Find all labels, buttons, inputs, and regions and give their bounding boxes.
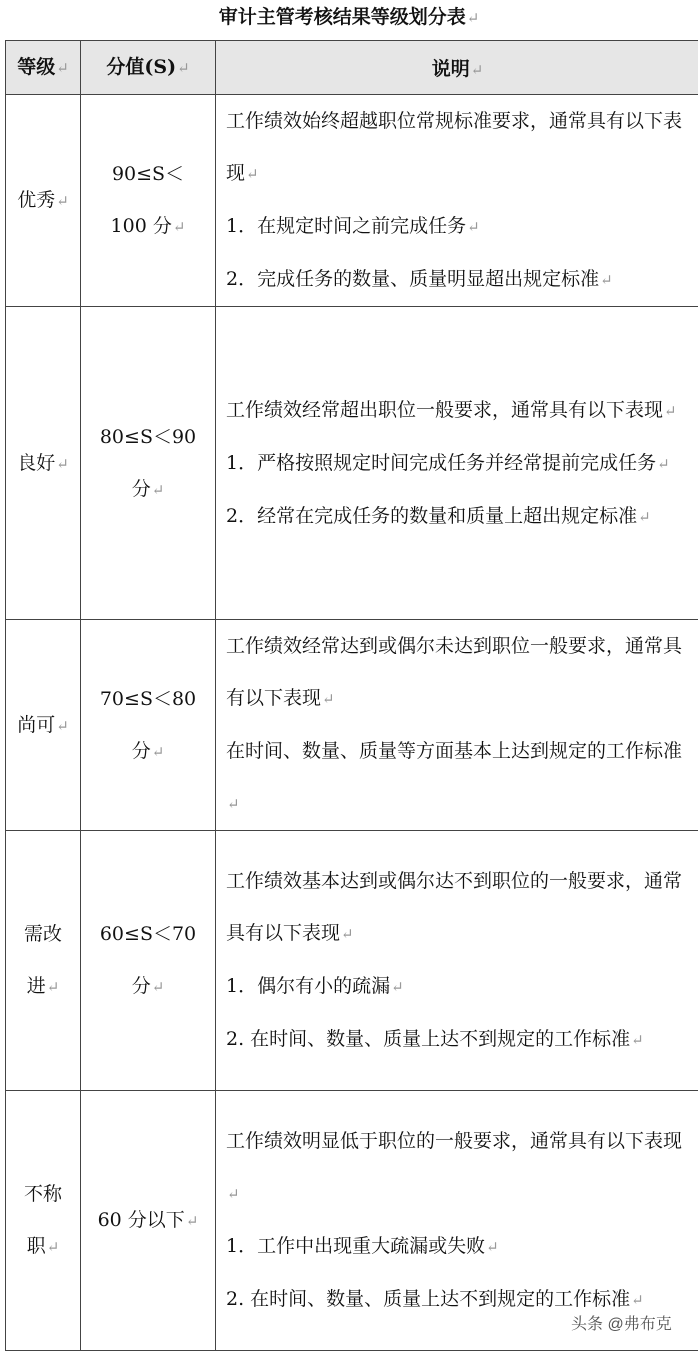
cell-line	[6, 699, 80, 752]
grade-cell	[6, 95, 81, 307]
paragraph-mark-icon: ↵	[657, 455, 670, 473]
paragraph-mark-icon: ↵	[56, 455, 69, 473]
description-text	[216, 1115, 698, 1326]
cell-text: 尚可	[17, 714, 55, 736]
cell-text: 良好	[17, 452, 55, 474]
score-cell	[81, 620, 216, 831]
description-paragraph	[226, 95, 695, 200]
description-text	[216, 620, 698, 830]
grade-cell	[6, 620, 81, 831]
paragraph-mark-icon: ↵	[152, 743, 165, 761]
paragraph-mark-icon: ↵	[391, 978, 404, 996]
description-line: 2．完成任务的数量、质量明显超出规定标准	[226, 268, 599, 290]
cell-line	[6, 960, 80, 1013]
description-cell	[216, 307, 698, 620]
cell-line	[81, 463, 215, 516]
grade-cell	[6, 1091, 81, 1351]
cell-text: 70≤S＜80	[100, 688, 196, 710]
cell-text: 60 分以下	[98, 1209, 185, 1231]
grade-cell	[6, 831, 81, 1091]
cell-line	[6, 1168, 80, 1220]
description-paragraph	[226, 855, 695, 960]
description-line: 1．工作中出现重大疏漏或失败	[226, 1235, 485, 1257]
description-paragraph	[226, 1115, 695, 1220]
description-line: 2. 在时间、数量、质量上达不到规定的工作标准	[226, 1028, 630, 1050]
cell-text: 分	[132, 740, 151, 762]
paragraph-mark-icon: ↵	[56, 192, 69, 210]
description-line: 2．经常在完成任务的数量和质量上超出规定标准	[226, 505, 637, 527]
description-paragraph	[226, 384, 695, 437]
cell-line	[81, 725, 215, 778]
paragraph-mark-icon: ↵	[600, 271, 613, 289]
description-line: 1．在规定时间之前完成任务	[226, 215, 466, 237]
cell-text: 分	[132, 478, 151, 500]
description-paragraph	[226, 437, 695, 490]
header-score: 分值(S)↵	[81, 41, 216, 95]
paragraph-mark-icon: ↵	[486, 1238, 499, 1256]
description-paragraph	[226, 490, 695, 543]
paragraph-mark-icon: ↵	[631, 1291, 644, 1309]
cell-line	[6, 1220, 80, 1273]
description-paragraph	[226, 960, 695, 1013]
cell-text: 90≤S＜	[112, 163, 184, 185]
paragraph-mark-icon: ↵	[227, 795, 240, 813]
score-cell	[81, 307, 216, 620]
paragraph-mark-icon: ↵	[467, 9, 480, 27]
description-text	[216, 384, 698, 543]
cell-line	[6, 908, 80, 960]
description-line: 工作绩效明显低于职位的一般要求，通常具有以下表现	[226, 1130, 682, 1152]
cell-line	[6, 437, 80, 490]
header-grade: 等级↵	[6, 41, 81, 95]
cell-text: 60≤S＜70	[100, 923, 196, 945]
description-cell	[216, 95, 698, 307]
cell-line	[81, 908, 215, 960]
table-row	[6, 620, 698, 831]
description-text	[216, 855, 698, 1066]
score-cell	[81, 1091, 216, 1351]
description-line: 在时间、数量、质量等方面基本上达到规定的工作标准	[226, 740, 682, 762]
description-line: 工作绩效基本达到或偶尔达不到职位的一般要求，通常具有以下表现	[226, 870, 682, 944]
paragraph-mark-icon: ↵	[664, 402, 677, 420]
paragraph-mark-icon: ↵	[152, 978, 165, 996]
watermark: 头条 @弗布克	[571, 1311, 672, 1334]
table-row	[6, 831, 698, 1091]
cell-text: 100 分	[111, 215, 172, 237]
paragraph-mark-icon: ↵	[177, 59, 190, 77]
paragraph-mark-icon: ↵	[246, 165, 259, 183]
description-cell	[216, 620, 698, 831]
paragraph-mark-icon: ↵	[467, 218, 480, 236]
cell-line	[6, 174, 80, 227]
cell-text: 不称	[24, 1183, 62, 1205]
cell-text: 分	[132, 975, 151, 997]
cell-line	[81, 960, 215, 1013]
paragraph-mark-icon: ↵	[638, 508, 651, 526]
description-cell	[216, 831, 698, 1091]
description-paragraph	[226, 253, 695, 306]
paragraph-mark-icon: ↵	[471, 61, 484, 79]
cell-text: 职	[27, 1235, 46, 1257]
description-paragraph	[226, 200, 695, 253]
score-cell	[81, 95, 216, 307]
score-cell	[81, 831, 216, 1091]
paragraph-mark-icon: ↵	[631, 1031, 644, 1049]
cell-text: 需改	[24, 923, 62, 945]
cell-text: 优秀	[17, 189, 55, 211]
description-line: 1．偶尔有小的疏漏	[226, 975, 390, 997]
paragraph-mark-icon: ↵	[56, 59, 69, 77]
description-paragraph	[226, 725, 695, 830]
paragraph-mark-icon: ↵	[47, 978, 60, 996]
grade-cell	[6, 307, 81, 620]
cell-line	[81, 200, 215, 253]
description-paragraph	[226, 1220, 695, 1273]
paragraph-mark-icon: ↵	[173, 218, 186, 236]
description-line: 工作绩效经常达到或偶尔未达到职位一般要求，通常具有以下表现	[226, 635, 682, 709]
paragraph-mark-icon: ↵	[322, 690, 335, 708]
cell-line	[81, 1194, 215, 1247]
description-line: 工作绩效始终超越职位常规标准要求，通常具有以下表现	[226, 110, 682, 184]
header-description: 说明↵	[216, 41, 698, 95]
grade-table	[5, 40, 698, 1351]
cell-line	[81, 411, 215, 463]
table-row	[6, 307, 698, 620]
paragraph-mark-icon: ↵	[56, 717, 69, 735]
cell-text: 进	[27, 975, 46, 997]
description-paragraph	[226, 1013, 695, 1066]
description-line: 工作绩效经常超出职位一般要求，通常具有以下表现	[226, 399, 663, 421]
table-header-row	[6, 41, 698, 95]
description-paragraph	[226, 620, 695, 725]
cell-line	[81, 148, 215, 200]
paragraph-mark-icon: ↵	[227, 1185, 240, 1203]
description-line: 2. 在时间、数量、质量上达不到规定的工作标准	[226, 1288, 630, 1310]
description-text	[216, 95, 698, 306]
paragraph-mark-icon: ↵	[341, 925, 354, 943]
description-line: 1．严格按照规定时间完成任务并经常提前完成任务	[226, 452, 656, 474]
table-row	[6, 95, 698, 307]
cell-text: 80≤S＜90	[100, 426, 196, 448]
paragraph-mark-icon: ↵	[47, 1238, 60, 1256]
paragraph-mark-icon: ↵	[152, 481, 165, 499]
page-title: 审计主管考核结果等级划分表↵	[0, 0, 698, 40]
paragraph-mark-icon: ↵	[186, 1212, 199, 1230]
cell-line	[81, 673, 215, 725]
